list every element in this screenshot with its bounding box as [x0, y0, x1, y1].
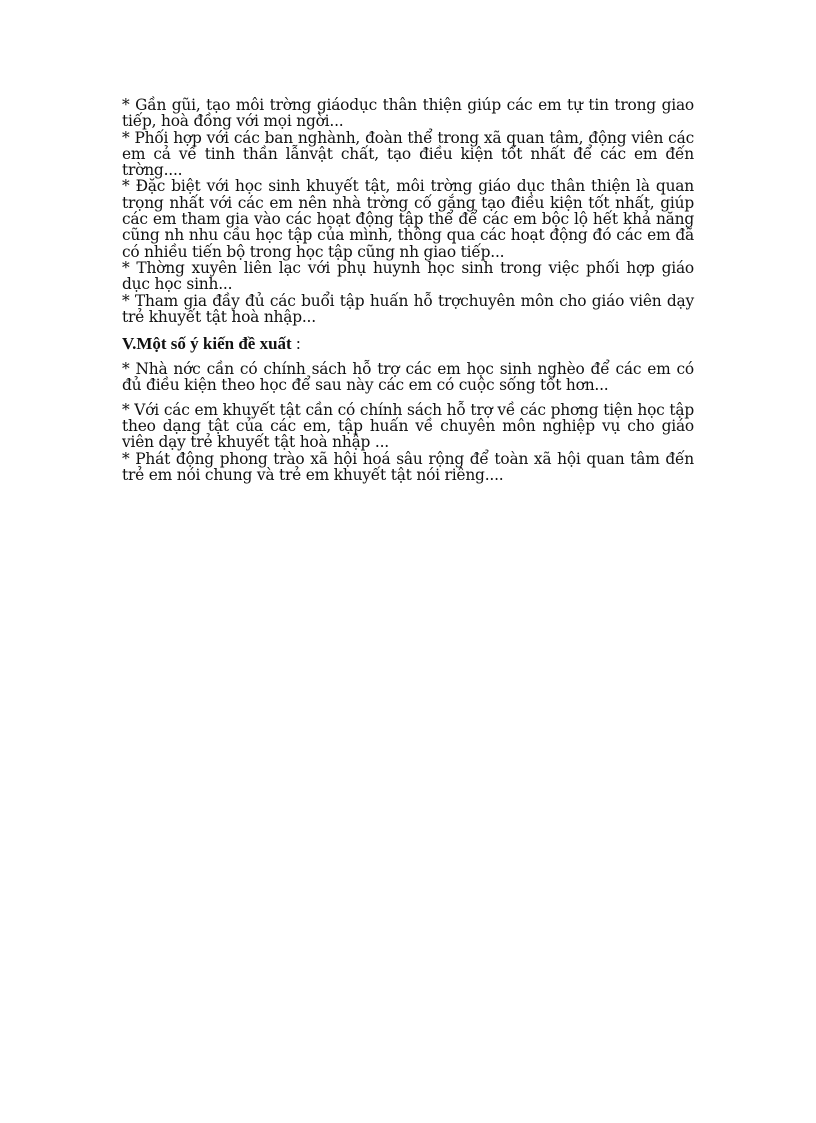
section-heading-text: V.Một số ý kiến đề xuất — [122, 334, 292, 354]
paragraph-coordination: * Phối hợp với các ban nghành, đoàn thể trong xã quan tâm, động viên các em cả về tinh thần lẫnvật chất, tạo điều kiện tốt nhất để các em đến trờng.... — [122, 128, 694, 180]
paragraph-poor-students-policy: * Nhà nớc cần có chính sách hỗ trợ các em học sinh nghèo để các em có đủ điều kiện theo học để sau này các em có cuộc sống tốt hơn... — [122, 360, 694, 395]
paragraph-disabled-students: * Đặc biệt với học sinh khuyết tật, môi trờng giáo dục thân thiện là quan trọng nhất với các em nên nhà trờng cố gắng tạo điều kiện tốt nhất, giúp các em tham gia vào các hoạt động tập thể để các em bộc lộ hết khả năng cũng nh nhu cầu học tập của mình, thông qua các hoạt động đó các em đã có nhiều tiến bộ trong học tập cũng nh giao tiếp... — [122, 177, 694, 261]
section-heading-proposals — [122, 335, 694, 353]
paragraph-friendly-environment: * Gần gũi, tạo môi trờng giáodục thân thiện giúp các em tự tin trong giao tiếp, hoà đồng với mọi ngời... — [122, 96, 694, 131]
paragraph-parent-contact: * Thờng xuyên liên lạc với phụ huynh học sinh trong việc phối hợp giáo dục học sinh... — [122, 258, 694, 294]
paragraph-socialization: * Phát động phong trào xã hội hoá sâu rộng để toàn xã hội quan tâm đến trẻ em nói chung và trẻ em khuyết tật nói riêng.... — [122, 449, 694, 484]
document-body — [122, 97, 694, 483]
paragraph-disabled-support-policy: * Với các em khuyết tật cần có chính sách hỗ trợ về các phơng tiện học tập theo dạng tật của các em, tập huấn về chuyên môn nghiệp vụ cho giáo viên dạy trẻ khuyết tật hoà nhập ... — [122, 400, 694, 452]
section-heading-colon: : — [291, 334, 301, 354]
paragraph-training: * Tham gia đầy đủ các buổi tập huấn hỗ trợchuyên môn cho giáo viên dạy trẻ khuyết tật hoà nhập... — [122, 291, 694, 326]
